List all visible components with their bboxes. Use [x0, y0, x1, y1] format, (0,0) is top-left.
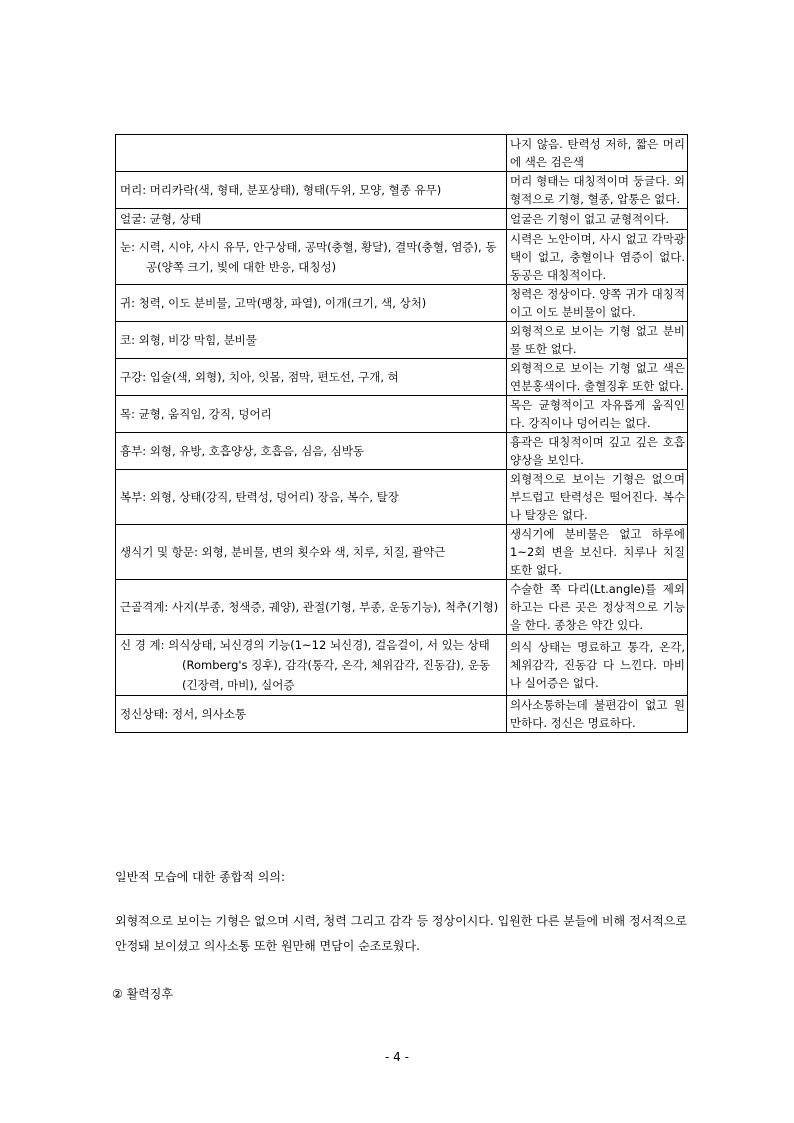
assessment-item: 근골격계: 사지(부종, 청색증, 궤양), 관절(기형, 부종, 운동기능), 척추(기형)	[120, 600, 499, 614]
page-number: - 4 -	[385, 1050, 409, 1064]
table-row	[116, 172, 688, 209]
assessment-finding: 머리 형태는 대칭적이며 둥글다. 외형적으로 기형, 혈종, 압통은 없다.	[507, 172, 688, 209]
assessment-finding: 목은 균형적이고 자유롭게 움직인다. 강직이나 덩어리는 없다.	[507, 396, 688, 433]
assessment-finding: 청력은 정상이다. 양쪽 귀가 대칭적이고 이도 분비물이 없다.	[507, 285, 688, 322]
assessment-item	[116, 135, 507, 172]
table-row	[116, 470, 688, 525]
assessment-item: 얼굴: 균형, 상태	[116, 209, 507, 230]
table-row	[116, 230, 688, 285]
assessment-item: 복부: 외형, 상태(강직, 탄력성, 덩어리) 장음, 복수, 탈장	[116, 470, 507, 525]
physical-assessment-table	[115, 134, 688, 733]
assessment-finding: 외형적으로 보이는 기형 없고 색은 연분홍색이다. 출혈징후 또한 없다.	[507, 359, 688, 396]
assessment-item: 생식기 및 항문: 외형, 분비물, 변의 횟수와 색, 치루, 치질, 괄약근	[116, 525, 507, 580]
table-row	[116, 209, 688, 230]
assessment-finding: 시력은 노안이며, 사시 없고 각막광택이 없고, 충혈이나 염증이 없다. 동공은 대칭적이다.	[507, 230, 688, 285]
table-row	[116, 635, 688, 696]
summary-title: 일반적 모습에 대한 종합적 의의:	[115, 870, 285, 884]
table-row	[116, 322, 688, 359]
summary-text: 외형적으로 보이는 기형은 없으며 시력, 청력 그리고 감각 등 정상이시다. 입원한 다른 분들에 비해 정서적으로 안정돼 보이셨고 의사소통 또한 원만해 면담이 순조로웠다.	[115, 914, 687, 953]
assessment-finding: 외형적으로 보이는 기형은 없으며 부드럽고 탄력성은 떨어진다. 복수나 탈장은 없다.	[507, 470, 688, 525]
assessment-finding: 의사소통하는데 불편감이 없고 원만하다. 정신은 명료하다.	[507, 696, 688, 733]
assessment-item: 흉부: 외형, 유방, 호흡양상, 호흡음, 심음, 심박동	[116, 433, 507, 470]
assessment-item: 정신상태: 정서, 의사소통	[116, 696, 507, 733]
table-row	[116, 135, 688, 172]
next-section-heading	[112, 985, 173, 1002]
assessment-finding: 얼굴은 기형이 없고 균형적이다.	[507, 209, 688, 230]
assessment-item: 머리: 머리카락(색, 형태, 분포상태), 형태(두위, 모양, 혈종 유무)	[116, 172, 507, 209]
assessment-finding: 생식기에 분비물은 없고 하루에 1~2회 변을 보신다. 치루나 치질 또한 없다.	[507, 525, 688, 580]
section-number: ②	[112, 987, 123, 1001]
table-row	[116, 696, 688, 733]
assessment-item: 귀: 청력, 이도 분비물, 고막(팽창, 파열), 이개(크기, 색, 상처)	[116, 285, 507, 322]
assessment-finding: 나지 않음. 탄력성 저하, 짧은 머리에 색은 검은색	[507, 135, 688, 172]
section-title: 활력징후	[126, 987, 173, 1001]
table-row	[116, 580, 688, 635]
assessment-finding: 의식 상태는 명료하고 통각, 온각, 체위감각, 진동감 다 느낀다. 마비나 실어증은 없다.	[507, 635, 688, 696]
table-row	[116, 285, 688, 322]
assessment-item: 목: 균형, 움직임, 강직, 덩어리	[116, 396, 507, 433]
table-row	[116, 433, 688, 470]
table-row	[116, 396, 688, 433]
assessment-finding: 외형적으로 보이는 기형 없고 분비물 또한 없다.	[507, 322, 688, 359]
assessment-finding: 수술한 쪽 다리(Lt.angle)를 제외하고는 다른 곳은 정상적으로 기능을 한다. 종창은 약간 있다.	[507, 580, 688, 635]
table-row	[116, 525, 688, 580]
table-row	[116, 359, 688, 396]
assessment-item: 구강: 입술(색, 외형), 치아, 잇몸, 점막, 편도선, 구개, 혀	[116, 359, 507, 396]
assessment-finding: 흉곽은 대칭적이며 깊고 깊은 호흡양상을 보인다.	[507, 433, 688, 470]
assessment-item: 신 경 계: 의식상태, 뇌신경의 기능(1~12 뇌신경), 걸음걸이, 서 있는 상태 (Romberg's 징후), 감각(통각, 온각, 체위감각, 진동감), 운동(긴장력, 마비), 실어증	[120, 638, 491, 692]
assessment-item: 눈: 시력, 시야, 사시 유무, 안구상태, 공막(충혈, 황달), 결막(충혈, 염증), 동공(양쪽 크기, 빛에 대한 반응, 대칭성)	[120, 240, 497, 274]
assessment-item: 코: 외형, 비강 막힘, 분비물	[116, 322, 507, 359]
